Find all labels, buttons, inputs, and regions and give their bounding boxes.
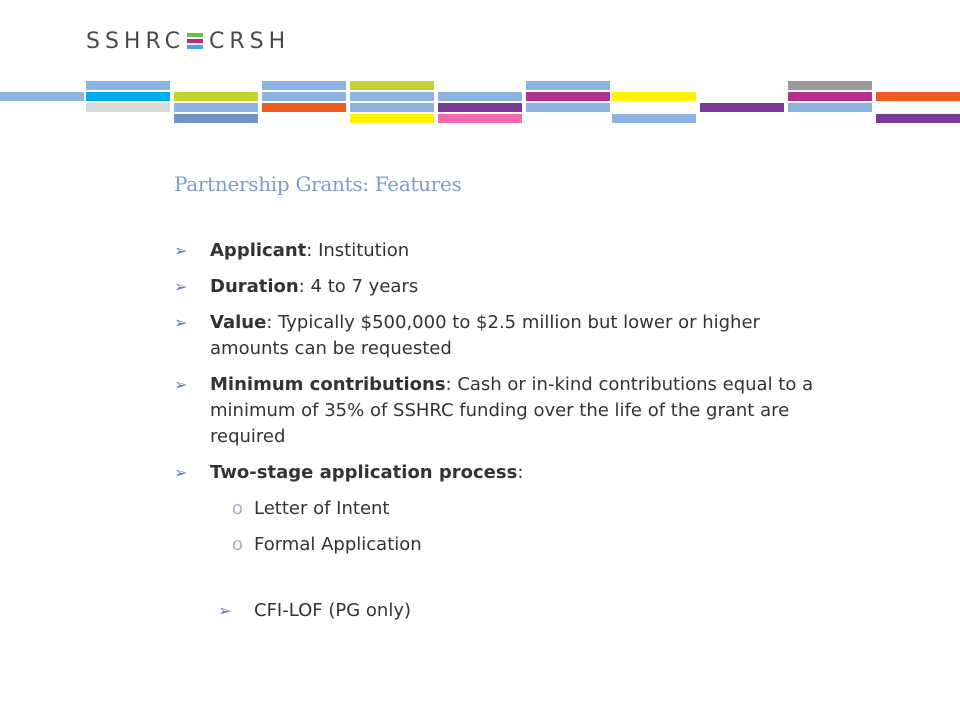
sub-list-item	[174, 532, 814, 558]
color-band-decoration	[0, 78, 960, 126]
arrow-bullet-icon: ➢	[174, 313, 188, 332]
circle-bullet-icon: o	[232, 534, 244, 555]
arrow-bullet-icon: ➢	[174, 463, 188, 482]
sub-item-text: Letter of Intent	[254, 498, 390, 519]
item-label: Duration	[210, 276, 299, 297]
circle-bullet-icon: o	[232, 498, 244, 519]
logo-text-left: SSHRC	[86, 28, 186, 54]
list-item	[218, 598, 814, 624]
list-item	[174, 310, 814, 362]
logo-text-right: CRSH	[209, 28, 291, 54]
arrow-bullet-icon: ➢	[174, 277, 188, 296]
item-text: : Typically $500,000 to $2.5 million but lower or higher amounts can be requested	[210, 312, 760, 359]
list-item	[174, 238, 814, 264]
arrow-bullet-icon: ➢	[218, 601, 232, 620]
sshrc-crsh-logo	[86, 28, 290, 54]
feature-list	[174, 238, 814, 634]
item-label: Applicant	[210, 240, 307, 261]
list-item	[174, 372, 814, 450]
item-text: : Cash or in-kind contributions equal to a minimum of 35% of SSHRC funding over the life of the grant are required	[210, 374, 814, 447]
item-label: Two-stage application process	[210, 462, 518, 483]
arrow-bullet-icon: ➢	[174, 375, 188, 394]
item-text: :	[517, 462, 524, 483]
sub-item-text: Formal Application	[254, 534, 422, 555]
item-text: : Institution	[306, 240, 410, 261]
item-label: Value	[210, 312, 267, 333]
item-text: CFI-LOF (PG only)	[254, 600, 411, 621]
slide-title: Partnership Grants: Features	[174, 172, 462, 196]
list-item	[174, 274, 814, 300]
item-text: : 4 to 7 years	[298, 276, 419, 297]
arrow-bullet-icon: ➢	[174, 241, 188, 260]
logo-mark-icon	[187, 33, 203, 50]
list-item	[174, 460, 814, 486]
sub-list-item	[174, 496, 814, 522]
item-label: Minimum contributions	[210, 374, 446, 395]
